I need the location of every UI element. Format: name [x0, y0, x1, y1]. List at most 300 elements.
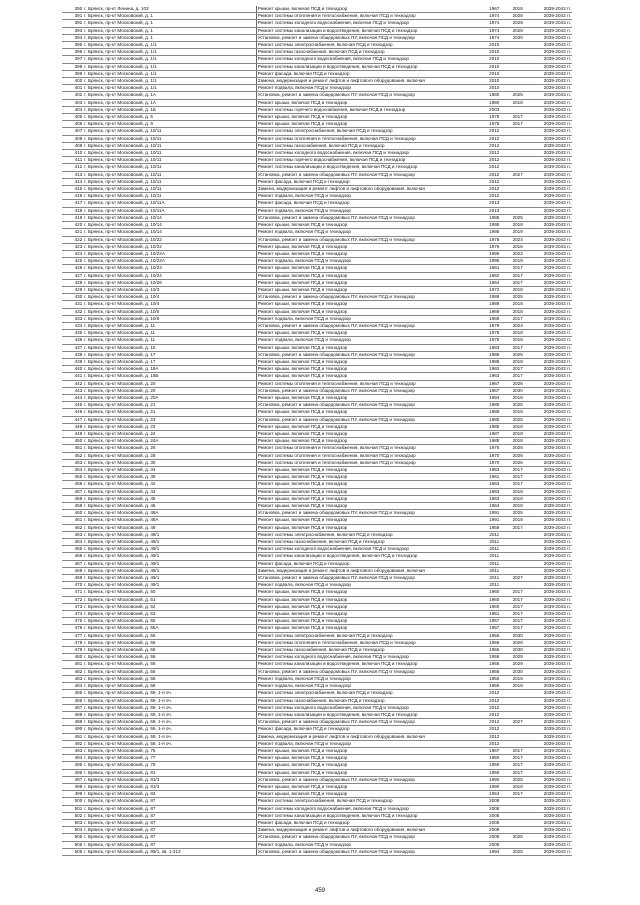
- row-number: 443: [62, 387, 83, 394]
- table-row: [62, 524, 572, 531]
- work-type-cell: Ремонт подвала, включая ПСД и технадзор: [256, 315, 482, 322]
- row-number: 508: [62, 848, 83, 855]
- last-repair-year-cell: 2030: [506, 34, 529, 41]
- address-cell: г. Брянск, пр-кт Московский, д. 59, 1-я оч.: [83, 704, 256, 711]
- row-number: 394: [62, 34, 83, 41]
- last-repair-year-cell: [506, 207, 529, 214]
- table-row: [62, 387, 572, 394]
- row-number: 439: [62, 358, 83, 365]
- table-row: [62, 495, 572, 502]
- row-number: 470: [62, 582, 83, 589]
- last-repair-year-cell: 2017: [506, 625, 529, 632]
- row-number: 416: [62, 193, 83, 200]
- planned-period-cell: 2039-2043 гг.: [529, 704, 572, 711]
- address-cell: г. Брянск, пр-кт Московский, д. 53: [83, 611, 256, 618]
- table-row: [62, 632, 572, 639]
- row-number: 501: [62, 805, 83, 812]
- planned-period-cell: 2039-2043 гг.: [529, 719, 572, 726]
- row-number: 465: [62, 546, 83, 553]
- planned-period-cell: 2039-2043 гг.: [529, 229, 572, 236]
- row-number: 419: [62, 214, 83, 221]
- address-cell: г. Брянск, пр-кт Московский, д. 87: [83, 841, 256, 848]
- table-row: [62, 697, 572, 704]
- work-type-cell: Ремонт крыши, включая ПСД и технадзор: [256, 222, 482, 229]
- row-number: 390: [62, 6, 83, 13]
- build-year-cell: 2008: [483, 819, 506, 826]
- address-cell: г. Брянск, пр-кт Московский, д. 59, 1-я оч.: [83, 711, 256, 718]
- planned-period-cell: 2039-2043 гг.: [529, 625, 572, 632]
- table-row: [62, 85, 572, 92]
- address-cell: г. Брянск, пр-кт Московский, д. 30: [83, 459, 256, 466]
- address-cell: г. Брянск, пр-кт Московский, д. 49/1: [83, 560, 256, 567]
- table-row: [62, 330, 572, 337]
- address-cell: г. Брянск, пр-кт Московский, д. 59, 1-я оч.: [83, 719, 256, 726]
- row-number: 422: [62, 236, 83, 243]
- table-row: [62, 337, 572, 344]
- table-row: [62, 546, 572, 553]
- row-number: 476: [62, 625, 83, 632]
- last-repair-year-cell: 2024: [506, 322, 529, 329]
- work-type-cell: Ремонт крыши, включая ПСД и технадзор: [256, 243, 482, 250]
- planned-period-cell: 2039-2043 гг.: [529, 78, 572, 85]
- build-year-cell: 2012: [483, 733, 506, 740]
- address-cell: г. Брянск, пр-кт Московский, д. 56: [83, 654, 256, 661]
- build-year-cell: 2008: [483, 834, 506, 841]
- row-number: 462: [62, 524, 83, 531]
- build-year-cell: 2012: [483, 740, 506, 747]
- build-year-cell: 1991: [483, 517, 506, 524]
- row-number: 469: [62, 575, 83, 582]
- build-year-cell: 1967: [483, 6, 506, 13]
- planned-period-cell: 2039-2043 гг.: [529, 322, 572, 329]
- work-type-cell: Ремонт системы электроснабжения, включая ПСД и технадзор: [256, 42, 482, 49]
- last-repair-year-cell: 2018: [506, 394, 529, 401]
- row-number: 453: [62, 459, 83, 466]
- last-repair-year-cell: 2017: [506, 373, 529, 380]
- build-year-cell: 1988: [483, 351, 506, 358]
- planned-period-cell: 2039-2043 гг.: [529, 582, 572, 589]
- planned-period-cell: 2039-2043 гг.: [529, 207, 572, 214]
- planned-period-cell: 2039-2043 гг.: [529, 596, 572, 603]
- table-row: [62, 553, 572, 560]
- row-number: 480: [62, 654, 83, 661]
- last-repair-year-cell: 2018: [506, 783, 529, 790]
- work-type-cell: Ремонт системы канализации и водоотведения, включая ПСД и технадзор: [256, 661, 482, 668]
- work-type-cell: Ремонт системы холодного водоснабжения, включая ПСД и технадзор: [256, 150, 482, 157]
- row-number: 484: [62, 683, 83, 690]
- address-cell: г. Брянск, пр-кт Московский, д. 56: [83, 632, 256, 639]
- planned-period-cell: 2039-2043 гг.: [529, 553, 572, 560]
- last-repair-year-cell: 2017: [506, 769, 529, 776]
- last-repair-year-cell: 2025: [506, 294, 529, 301]
- address-cell: г. Брянск, пр-кт Московский, д. 1/1: [83, 49, 256, 56]
- planned-period-cell: 2039-2043 гг.: [529, 531, 572, 538]
- build-year-cell: 1964: [483, 503, 506, 510]
- build-year-cell: 2008: [483, 812, 506, 819]
- build-year-cell: 1990: [483, 776, 506, 783]
- table-row: [62, 171, 572, 178]
- row-number: 475: [62, 618, 83, 625]
- last-repair-year-cell: [506, 819, 529, 826]
- work-type-cell: Ремонт крыши, включая ПСД и технадзор: [256, 611, 482, 618]
- last-repair-year-cell: 2029: [506, 654, 529, 661]
- build-year-cell: 2012: [483, 186, 506, 193]
- address-cell: г. Брянск, пр-кт Московский, д. 49/1: [83, 531, 256, 538]
- table-row: [62, 121, 572, 128]
- table-row: [62, 6, 572, 13]
- last-repair-year-cell: [506, 200, 529, 207]
- build-year-cell: 1974: [483, 20, 506, 27]
- row-number: 447: [62, 416, 83, 423]
- work-type-cell: Ремонт крыши, включая ПСД и технадзор: [256, 488, 482, 495]
- work-type-cell: Ремонт крыши, включая ПСД и технадзор: [256, 589, 482, 596]
- last-repair-year-cell: 2018: [506, 409, 529, 416]
- work-type-cell: Ремонт системы холодного водоснабжения, включая ПСД и технадзор: [256, 654, 482, 661]
- last-repair-year-cell: 2019: [506, 229, 529, 236]
- row-number: 396: [62, 49, 83, 56]
- work-type-cell: Ремонт крыши, включая ПСД и технадзор: [256, 373, 482, 380]
- row-number: 479: [62, 647, 83, 654]
- address-cell: г. Брянск, пр-кт Московский, д. 10/26: [83, 279, 256, 286]
- work-type-cell: Ремонт крыши, включая ПСД и технадзор: [256, 344, 482, 351]
- last-repair-year-cell: [506, 42, 529, 49]
- build-year-cell: 1983: [483, 344, 506, 351]
- row-number: 492: [62, 740, 83, 747]
- build-year-cell: 1970: [483, 452, 506, 459]
- build-year-cell: 1995: [483, 222, 506, 229]
- build-year-cell: 1956: [483, 668, 506, 675]
- address-cell: г. Брянск, пр-кт Московский, д. 56: [83, 675, 256, 682]
- table-row: [62, 186, 572, 193]
- address-cell: г. Брянск, пр-кт Московский, д. 59, 1-я оч.: [83, 690, 256, 697]
- table-row: [62, 322, 572, 329]
- last-repair-year-cell: [506, 85, 529, 92]
- planned-period-cell: 2039-2043 гг.: [529, 6, 572, 13]
- row-number: 449: [62, 430, 83, 437]
- planned-period-cell: 2039-2043 гг.: [529, 416, 572, 423]
- work-type-cell: Ремонт крыши, включая ПСД и технадзор: [256, 301, 482, 308]
- planned-period-cell: 2039-2043 гг.: [529, 474, 572, 481]
- address-cell: г. Брянск, пр-кт Московский, д. 21: [83, 409, 256, 416]
- work-type-cell: Замена, модернизация и ремонт лифтов и лифтового оборудования, включая: [256, 827, 482, 834]
- last-repair-year-cell: 2018: [506, 683, 529, 690]
- build-year-cell: 1976: [483, 236, 506, 243]
- work-type-cell: Ремонт крыши, включая ПСД и технадзор: [256, 791, 482, 798]
- build-year-cell: 2013: [483, 200, 506, 207]
- work-type-cell: Установка, ремонт и замена общедомовых ПУ, включая ПСД и технадзор: [256, 351, 482, 358]
- row-number: 483: [62, 675, 83, 682]
- row-number: 438: [62, 351, 83, 358]
- work-type-cell: Ремонт подвала, включая ПСД и технадзор: [256, 258, 482, 265]
- address-cell: г. Брянск, пр-кт Московский, д. 11: [83, 337, 256, 344]
- address-cell: г. Брянск, пр-кт Московский, д. 46: [83, 503, 256, 510]
- planned-period-cell: 2039-2043 гг.: [529, 56, 572, 63]
- planned-period-cell: 2039-2043 гг.: [529, 243, 572, 250]
- row-number: 400: [62, 78, 83, 85]
- work-type-cell: Ремонт системы отопления и теплоснабжения, включая ПСД и технадзор: [256, 380, 482, 387]
- work-type-cell: Установка, ремонт и замена общедомовых ПУ, включая ПСД и технадзор: [256, 171, 482, 178]
- table-row: [62, 503, 572, 510]
- row-number: 427: [62, 272, 83, 279]
- table-row: [62, 42, 572, 49]
- row-number: 493: [62, 747, 83, 754]
- last-repair-year-cell: 2018: [506, 438, 529, 445]
- work-type-cell: Ремонт системы электроснабжения, включая ПСД и технадзор: [256, 531, 482, 538]
- build-year-cell: 1962: [483, 366, 506, 373]
- planned-period-cell: 2039-2043 гг.: [529, 848, 572, 855]
- table-row: [62, 344, 572, 351]
- table-row: [62, 827, 572, 834]
- build-year-cell: 2012: [483, 128, 506, 135]
- table-row: [62, 783, 572, 790]
- row-number: 411: [62, 157, 83, 164]
- row-number: 425: [62, 258, 83, 265]
- address-cell: г. Брянск, пр-кт Московский, д. 58: [83, 683, 256, 690]
- table-row: [62, 848, 572, 855]
- build-year-cell: 2003: [483, 106, 506, 113]
- build-year-cell: 2011: [483, 553, 506, 560]
- build-year-cell: 2011: [483, 575, 506, 582]
- planned-period-cell: 2039-2043 гг.: [529, 373, 572, 380]
- work-type-cell: Ремонт системы холодного водоснабжения, включая ПСД и технадзор: [256, 805, 482, 812]
- work-type-cell: Ремонт системы газоснабжения, включая ПСД и технадзор: [256, 49, 482, 56]
- build-year-cell: 1956: [483, 647, 506, 654]
- build-year-cell: 1957: [483, 625, 506, 632]
- build-year-cell: 2012: [483, 690, 506, 697]
- table-row: [62, 128, 572, 135]
- table-row: [62, 560, 572, 567]
- planned-period-cell: 2039-2043 гг.: [529, 755, 572, 762]
- last-repair-year-cell: [506, 135, 529, 142]
- table-row: [62, 711, 572, 718]
- work-type-cell: Установка, ремонт и замена общедомовых ПУ, включая ПСД и технадзор: [256, 92, 482, 99]
- row-number: 448: [62, 423, 83, 430]
- build-year-cell: 2012: [483, 726, 506, 733]
- address-cell: г. Брянск, пр-кт Московский, д. 1А: [83, 99, 256, 106]
- planned-period-cell: 2039-2043 гг.: [529, 481, 572, 488]
- row-number: 454: [62, 467, 83, 474]
- planned-period-cell: 2039-2043 гг.: [529, 171, 572, 178]
- row-number: 466: [62, 553, 83, 560]
- address-cell: г. Брянск, пр-кт Московский, д. 55: [83, 618, 256, 625]
- table-row: [62, 20, 572, 27]
- row-number: 478: [62, 639, 83, 646]
- last-repair-year-cell: 2019: [506, 258, 529, 265]
- table-row: [62, 243, 572, 250]
- table-row: [62, 142, 572, 149]
- address-cell: г. Брянск, пр-кт Московский, д. 77: [83, 755, 256, 762]
- address-cell: г. Брянск, пр-кт Московский, д. 87: [83, 834, 256, 841]
- planned-period-cell: 2039-2043 гг.: [529, 394, 572, 401]
- work-type-cell: Ремонт крыши, включая ПСД и технадзор: [256, 474, 482, 481]
- last-repair-year-cell: [506, 56, 529, 63]
- work-type-cell: Ремонт фасада, включая ПСД и технадзор: [256, 200, 482, 207]
- work-type-cell: Ремонт подвала, включая ПСД и технадзор: [256, 683, 482, 690]
- work-type-cell: Ремонт системы отопления и теплоснабжения, включая ПСД и технадзор: [256, 639, 482, 646]
- address-cell: г. Брянск, пр-кт Московский, д. 11: [83, 330, 256, 337]
- row-number: 440: [62, 366, 83, 373]
- table-row: [62, 366, 572, 373]
- work-type-cell: Ремонт подвала, включая ПСД и технадзор: [256, 85, 482, 92]
- planned-period-cell: 2039-2043 гг.: [529, 13, 572, 20]
- address-cell: г. Брянск, пр-кт Московский, д. 87: [83, 798, 256, 805]
- work-type-cell: Ремонт крыши, включая ПСД и технадзор: [256, 6, 482, 13]
- build-year-cell: 1976: [483, 121, 506, 128]
- address-cell: г. Брянск, пр-кт Московский, д. 18Б: [83, 373, 256, 380]
- planned-period-cell: 2039-2043 гг.: [529, 258, 572, 265]
- table-row: [62, 668, 572, 675]
- row-number: 435: [62, 330, 83, 337]
- work-type-cell: Ремонт системы холодного водоснабжения, включая ПСД и технадзор: [256, 56, 482, 63]
- planned-period-cell: 2039-2043 гг.: [529, 632, 572, 639]
- build-year-cell: 2010: [483, 70, 506, 77]
- planned-period-cell: 2039-2043 гг.: [529, 27, 572, 34]
- table-row: [62, 92, 572, 99]
- address-cell: г. Брянск, пр-кт Московский, д. 49: [83, 524, 256, 531]
- table-row: [62, 229, 572, 236]
- last-repair-year-cell: 2030: [506, 668, 529, 675]
- work-type-cell: Замена, модернизация и ремонт лифтов и лифтового оборудования, включая: [256, 733, 482, 740]
- planned-period-cell: 2039-2043 гг.: [529, 776, 572, 783]
- last-repair-year-cell: 2024: [506, 236, 529, 243]
- planned-period-cell: 2039-2043 гг.: [529, 99, 572, 106]
- row-number: 502: [62, 812, 83, 819]
- table-row: [62, 769, 572, 776]
- planned-period-cell: 2039-2043 гг.: [529, 834, 572, 841]
- build-year-cell: 2012: [483, 697, 506, 704]
- table-row: [62, 402, 572, 409]
- address-cell: г. Брянск, пр-кт Московский, д. 1: [83, 27, 256, 34]
- address-cell: г. Брянск, пр-кт Московский, д. 10/4: [83, 301, 256, 308]
- build-year-cell: 1956: [483, 639, 506, 646]
- last-repair-year-cell: [506, 186, 529, 193]
- row-number: 399: [62, 70, 83, 77]
- build-year-cell: 2012: [483, 719, 506, 726]
- row-number: 457: [62, 488, 83, 495]
- address-cell: г. Брянск, пр-кт Московский, д. 81: [83, 769, 256, 776]
- build-year-cell: 1961: [483, 474, 506, 481]
- last-repair-year-cell: [506, 49, 529, 56]
- last-repair-year-cell: [506, 733, 529, 740]
- row-number: 489: [62, 719, 83, 726]
- row-number: 485: [62, 690, 83, 697]
- work-type-cell: Ремонт системы отопления и теплоснабжения, включая ПСД и технадзор: [256, 452, 482, 459]
- last-repair-year-cell: 2030: [506, 647, 529, 654]
- last-repair-year-cell: 2017: [506, 791, 529, 798]
- row-number: 494: [62, 755, 83, 762]
- planned-period-cell: 2039-2043 гг.: [529, 63, 572, 70]
- address-cell: г. Брянск, пр-кт Московский, д. 56: [83, 668, 256, 675]
- address-cell: г. Брянск, пр-кт Московский, д. 26: [83, 445, 256, 452]
- planned-period-cell: 2039-2043 гг.: [529, 459, 572, 466]
- work-type-cell: Ремонт подвала, включая ПСД и технадзор: [256, 841, 482, 848]
- build-year-cell: 1963: [483, 481, 506, 488]
- planned-period-cell: 2039-2043 гг.: [529, 690, 572, 697]
- work-type-cell: Установка, ремонт и замена общедомовых ПУ, включая ПСД и технадзор: [256, 719, 482, 726]
- address-cell: г. Брянск, пр-кт Московский, д. 10/11: [83, 150, 256, 157]
- build-year-cell: 2010: [483, 63, 506, 70]
- planned-period-cell: 2039-2043 гг.: [529, 575, 572, 582]
- build-year-cell: 2011: [483, 546, 506, 553]
- table-row: [62, 762, 572, 769]
- address-cell: г. Брянск, пр-кт Московский, д. 48А: [83, 517, 256, 524]
- address-cell: г. Брянск, пр-кт Московский, д. 10/22: [83, 243, 256, 250]
- planned-period-cell: 2039-2043 гг.: [529, 128, 572, 135]
- last-repair-year-cell: 2029: [506, 27, 529, 34]
- table-row: [62, 539, 572, 546]
- row-number: 487: [62, 704, 83, 711]
- row-number: 504: [62, 827, 83, 834]
- row-number: 441: [62, 373, 83, 380]
- planned-period-cell: 2039-2043 гг.: [529, 805, 572, 812]
- row-number: 499: [62, 791, 83, 798]
- row-number: 415: [62, 186, 83, 193]
- build-year-cell: 1956: [483, 661, 506, 668]
- address-cell: г. Брянск, пр-кт Московский, д. 10/22: [83, 236, 256, 243]
- row-number: 460: [62, 510, 83, 517]
- address-cell: г. Брянск, пр-кт Московский, д. 23: [83, 416, 256, 423]
- row-number: 395: [62, 42, 83, 49]
- address-cell: г. Брянск, пр-кт Московский, д. 10/11: [83, 186, 256, 193]
- row-number: 461: [62, 517, 83, 524]
- row-number: 490: [62, 726, 83, 733]
- work-type-cell: Ремонт системы канализации и водоотведения, включая ПСД и технадзор: [256, 63, 482, 70]
- table-row: [62, 661, 572, 668]
- planned-period-cell: 2039-2043 гг.: [529, 34, 572, 41]
- build-year-cell: 1974: [483, 13, 506, 20]
- address-cell: г. Брянск, пр-кт Московский, д. 1/1: [83, 85, 256, 92]
- last-repair-year-cell: 2017: [506, 265, 529, 272]
- address-cell: г. Брянск, пр-кт Московский, д. 49/1: [83, 567, 256, 574]
- table-row: [62, 481, 572, 488]
- build-year-cell: 1978: [483, 330, 506, 337]
- last-repair-year-cell: 2017: [506, 474, 529, 481]
- last-repair-year-cell: 2026: [506, 13, 529, 20]
- table-row: [62, 841, 572, 848]
- build-year-cell: 1995: [483, 250, 506, 257]
- planned-period-cell: 2039-2043 гг.: [529, 337, 572, 344]
- table-row: [62, 214, 572, 221]
- planned-period-cell: 2039-2043 гг.: [529, 150, 572, 157]
- address-cell: г. Брянск, пр-кт Московский, д. 87: [83, 819, 256, 826]
- table-row: [62, 49, 572, 56]
- build-year-cell: 2011: [483, 539, 506, 546]
- address-cell: г. Брянск, пр-кт Московский, д. 59, 1-я оч.: [83, 740, 256, 747]
- table-row: [62, 654, 572, 661]
- last-repair-year-cell: 2025: [506, 92, 529, 99]
- table-row: [62, 589, 572, 596]
- build-year-cell: 1995: [483, 214, 506, 221]
- work-type-cell: Ремонт системы электроснабжения, включая ПСД и технадзор: [256, 690, 482, 697]
- work-type-cell: Замена, модернизация и ремонт лифтов и лифтового оборудования, включая: [256, 186, 482, 193]
- table-row: [62, 423, 572, 430]
- last-repair-year-cell: [506, 106, 529, 113]
- address-cell: г. Брянск, пр-кт Московский, д. 49/1: [83, 539, 256, 546]
- build-year-cell: 1972: [483, 286, 506, 293]
- work-type-cell: Ремонт крыши, включая ПСД и технадзор: [256, 769, 482, 776]
- address-cell: г. Брянск, пр-кт Московский, д. 56: [83, 639, 256, 646]
- row-number: 445: [62, 402, 83, 409]
- work-type-cell: Ремонт системы отопления и теплоснабжения, включая ПСД и технадзор: [256, 459, 482, 466]
- planned-period-cell: 2039-2043 гг.: [529, 49, 572, 56]
- table-row: [62, 740, 572, 747]
- work-type-cell: Ремонт фасада, включая ПСД и технадзор: [256, 178, 482, 185]
- address-cell: г. Брянск, пр-кт Московский, д. 10/14: [83, 222, 256, 229]
- planned-period-cell: 2039-2043 гг.: [529, 783, 572, 790]
- work-type-cell: Установка, ремонт и замена общедомовых ПУ, включая ПСД и технадзор: [256, 834, 482, 841]
- work-type-cell: Ремонт системы электроснабжения, включая ПСД и технадзор: [256, 632, 482, 639]
- build-year-cell: 1960: [483, 755, 506, 762]
